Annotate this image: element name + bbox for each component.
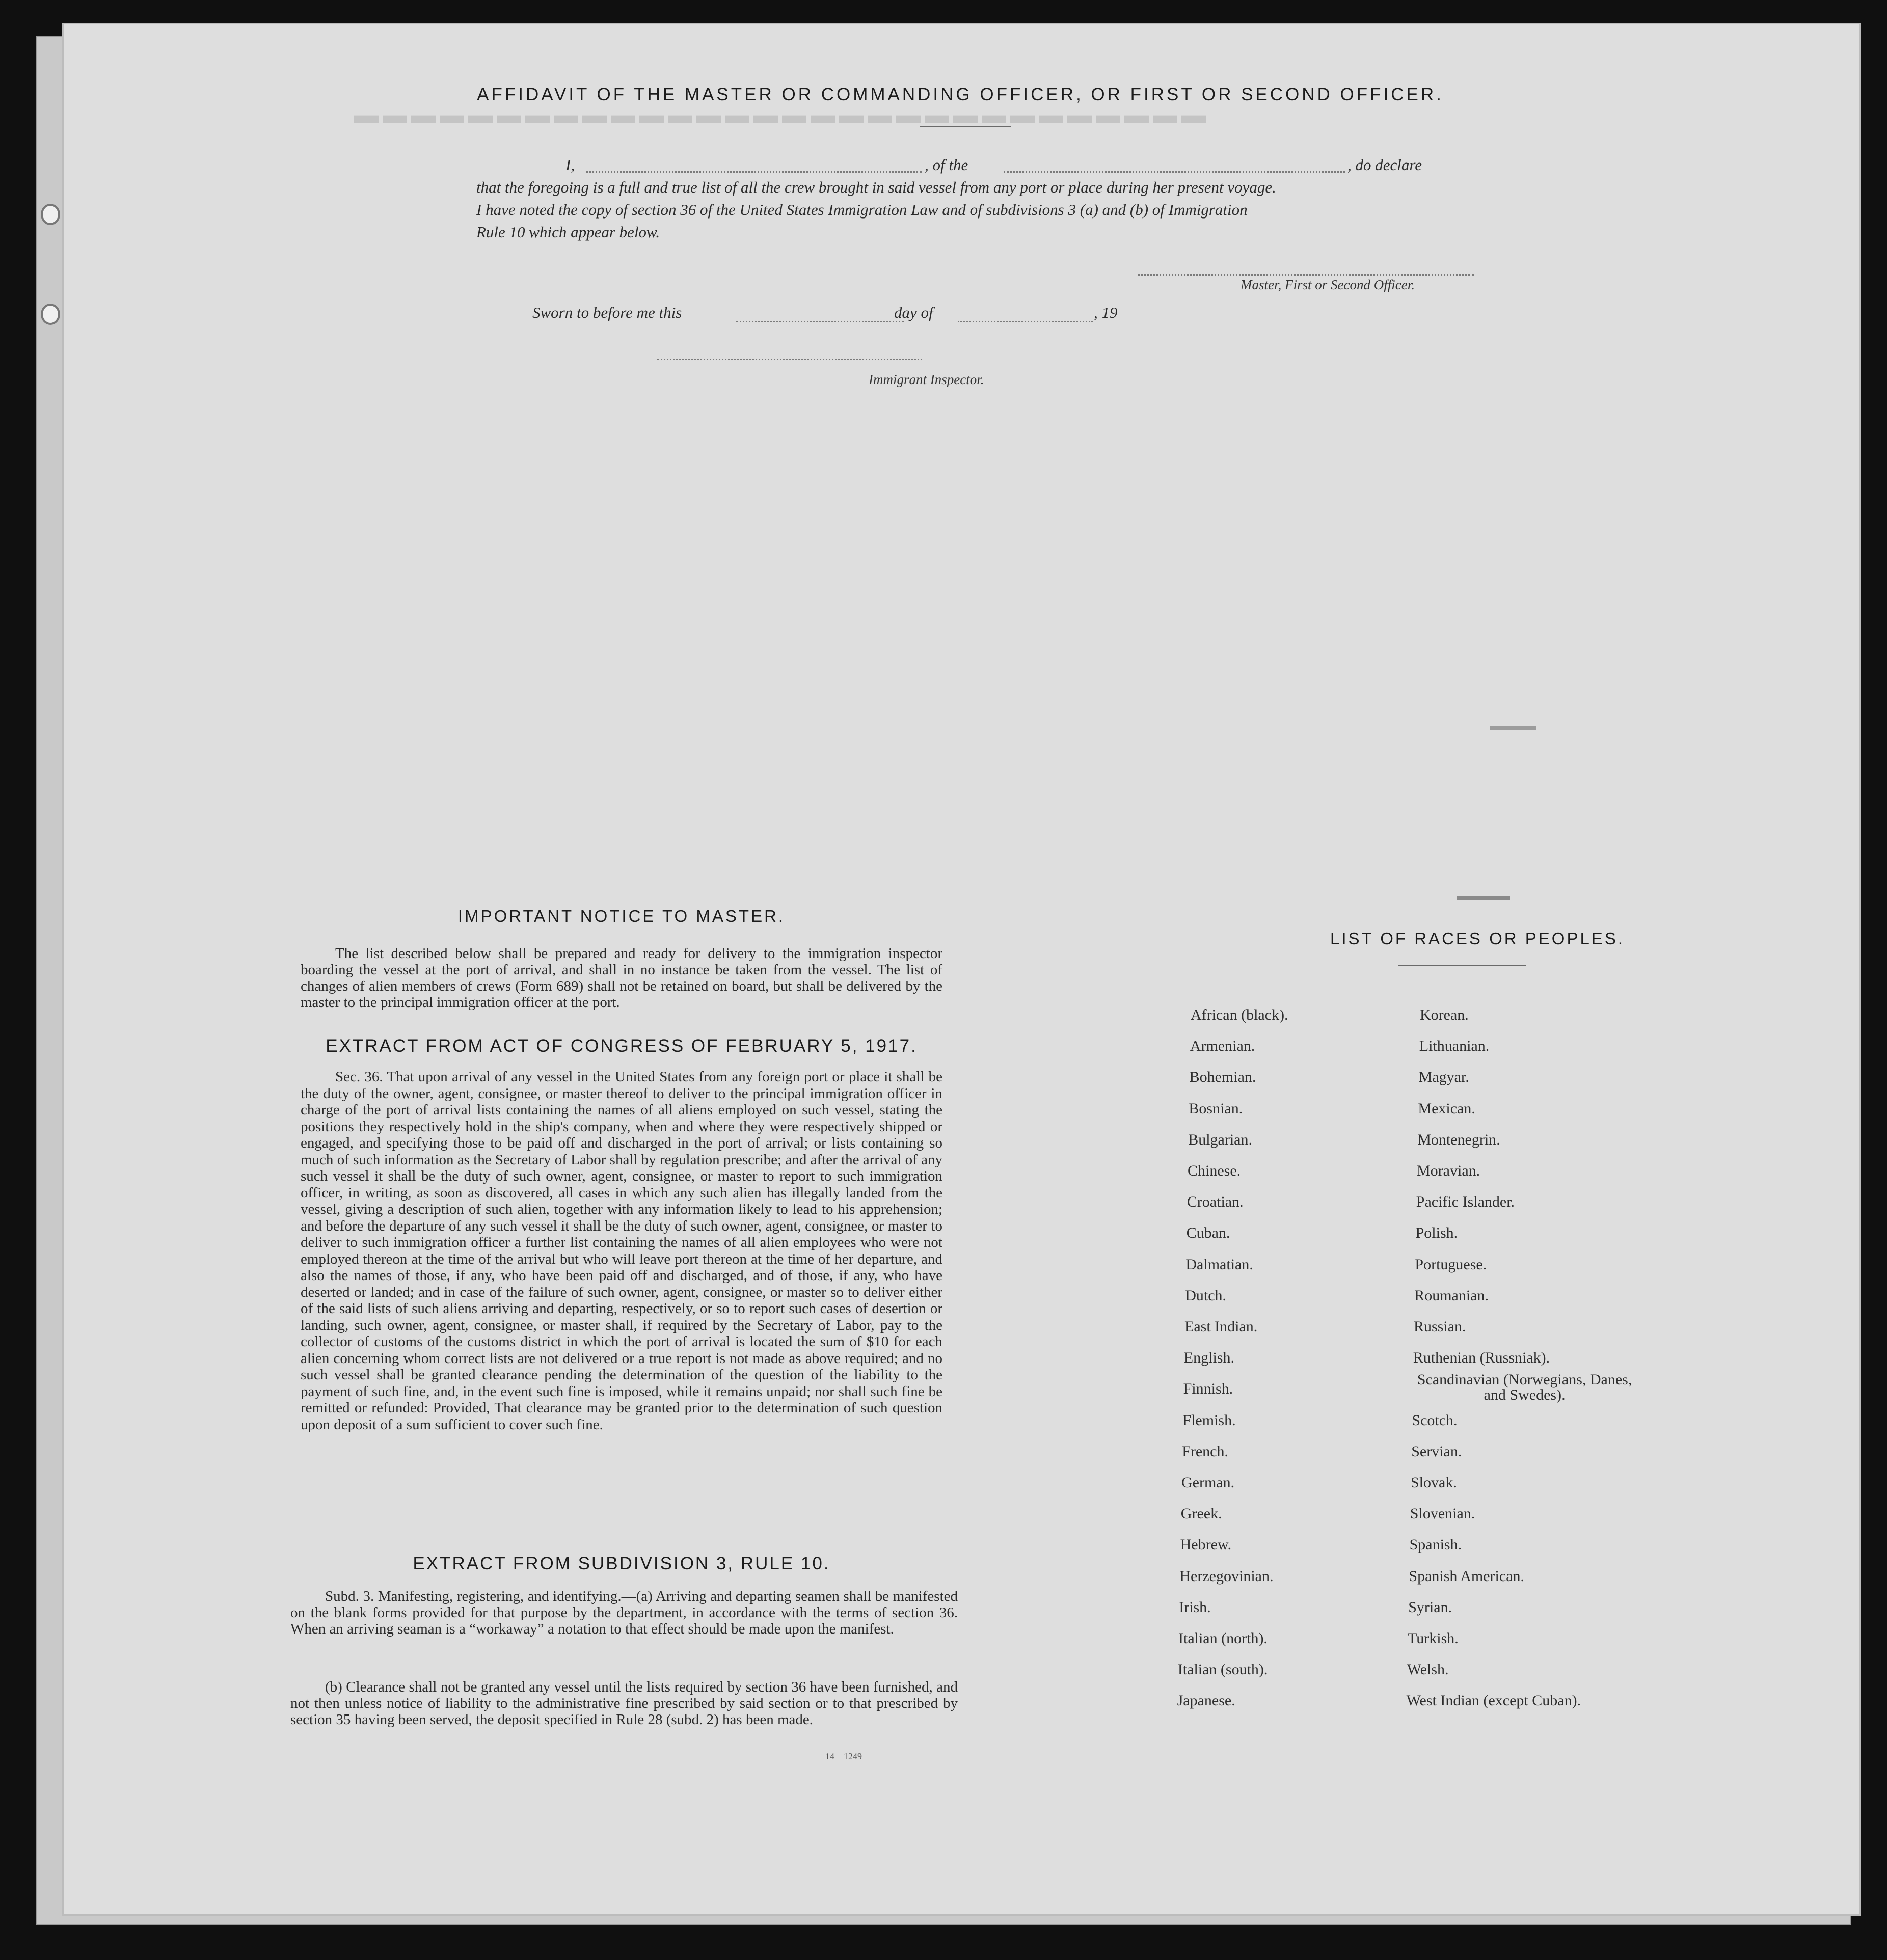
race-item: English. xyxy=(1183,1349,1234,1367)
race-item: Dutch. xyxy=(1185,1287,1227,1304)
master-signature-line xyxy=(1138,274,1474,276)
declaration-line-4: Rule 10 which appear below. xyxy=(476,223,660,241)
declaration-do-declare: , do declare xyxy=(1347,156,1422,174)
race-item: Portuguese. xyxy=(1415,1256,1487,1273)
binder-hole-icon xyxy=(41,204,60,225)
race-item: Spanish American. xyxy=(1409,1567,1525,1585)
sworn-day-of: day of xyxy=(894,304,933,321)
affidavit-declaration xyxy=(476,154,1541,243)
race-item: Irish. xyxy=(1179,1598,1211,1616)
affidavit-title: AFFIDAVIT OF THE MASTER OR COMMANDING OFFICER, OR FIRST OR SECOND OFFICER. xyxy=(477,85,1444,104)
race-item: Moravian. xyxy=(1417,1162,1480,1179)
rule-para-b: (b) Clearance shall not be granted any vessel until the lists required by section 36 have been furnished, and not then unless notice of liability to the administrative fine prescribed by said section or to that prescribed by section 35 having been served, the deposit specified in Rule 28 (subd. 2) has been made. xyxy=(290,1679,958,1728)
act-extract-title: EXTRACT FROM ACT OF CONGRESS OF FEBRUARY 5, 1917. xyxy=(326,1036,918,1056)
races-title: LIST OF RACES OR PEOPLES. xyxy=(1330,929,1625,948)
race-item: Welsh. xyxy=(1407,1661,1449,1678)
race-item: Roumanian. xyxy=(1414,1287,1489,1304)
race-item: West Indian (except Cuban). xyxy=(1406,1692,1581,1709)
race-item: Bulgarian. xyxy=(1188,1131,1252,1148)
race-item: Lithuanian. xyxy=(1419,1038,1490,1055)
race-item: Greek. xyxy=(1180,1505,1222,1522)
declaration-line-3: I have noted the copy of section 36 of the United States Immigration Law and of subdivisions 3 (a) and (b) of Immigration xyxy=(476,201,1248,219)
race-item: Cuban. xyxy=(1186,1224,1230,1242)
race-item: Spanish. xyxy=(1409,1536,1462,1554)
race-item: Slovak. xyxy=(1411,1474,1457,1491)
race-item: Finnish. xyxy=(1183,1380,1233,1398)
binder-hole-icon xyxy=(41,304,60,325)
races-title-underline xyxy=(1398,965,1526,966)
race-item: Dalmatian. xyxy=(1185,1256,1253,1273)
bleed-through-mark: ▬▬▬▬▬▬▬▬▬▬▬▬▬▬▬▬▬▬▬▬▬▬▬▬▬▬▬▬▬▬ xyxy=(354,101,1210,128)
race-item: French. xyxy=(1182,1442,1228,1460)
race-item: African (black). xyxy=(1191,1006,1288,1023)
race-item: East Indian. xyxy=(1184,1318,1258,1335)
race-item: Mexican. xyxy=(1418,1100,1475,1117)
race-item: Italian (south). xyxy=(1177,1661,1268,1678)
bleed-through-mark: ▬▬▬▬ xyxy=(1457,888,1510,903)
race-item: Bohemian. xyxy=(1189,1069,1256,1086)
race-item: Korean. xyxy=(1420,1006,1469,1023)
sworn-year: , 19 xyxy=(1094,304,1118,321)
notice-title: IMPORTANT NOTICE TO MASTER. xyxy=(457,907,786,925)
declaration-line-1 xyxy=(476,154,1541,176)
rule-extract-title: EXTRACT FROM SUBDIVISION 3, RULE 10. xyxy=(413,1554,830,1573)
master-signature-label: Master, First or Second Officer. xyxy=(1241,277,1415,292)
race-item: Chinese. xyxy=(1188,1162,1241,1179)
rule-para-a: Subd. 3. Manifesting, registering, and identifying.—(a) Arriving and departing seamen shall be manifested on the blank forms provided for that purpose by the department, in accordance with the terms of section 36. When an arriving seaman is a “workaway” a notation to that effect should be made upon the manifest. xyxy=(290,1588,958,1637)
declaration-i: I, xyxy=(565,156,575,174)
race-item: Turkish. xyxy=(1408,1630,1459,1647)
race-item: Polish. xyxy=(1415,1224,1458,1242)
race-item: Flemish. xyxy=(1182,1411,1236,1429)
race-item: Bosnian. xyxy=(1189,1100,1243,1117)
sworn-day-blank xyxy=(736,321,904,322)
race-item: Slovenian. xyxy=(1410,1505,1475,1522)
race-item: Montenegrin. xyxy=(1417,1131,1500,1148)
race-item: Japanese. xyxy=(1177,1692,1235,1709)
race-item: Russian. xyxy=(1414,1318,1466,1335)
inspector-label: Immigrant Inspector. xyxy=(869,372,984,387)
declaration-of-the: , of the xyxy=(925,156,968,174)
notice-body: The list described below shall be prepared and ready for delivery to the immigration inspector boarding the vessel at the port of arrival, and shall in no instance be taken from the vessel. The list of changes of alien members of crews (Form 689) shall not be retained on board, but shall be delivered by the master to the principal immigration officer at the port. xyxy=(301,945,942,1011)
race-item: Pacific Islander. xyxy=(1416,1193,1515,1211)
declaration-line-2: that the foregoing is a full and true list of all the crew brought in said vessel from any port or place during her present voyage. xyxy=(476,178,1276,196)
inspector-signature-line xyxy=(657,359,922,360)
sworn-text: Sworn to before me this xyxy=(532,304,682,321)
race-item: Scandinavian (Norwegians, Danes, and Swedes). xyxy=(1417,1371,1632,1404)
form-page xyxy=(64,24,1859,1914)
race-item: Italian (north). xyxy=(1178,1630,1268,1647)
act-extract-body: Sec. 36. That upon arrival of any vessel in the United States from any foreign port or place it shall be the duty of the owner, agent, consignee, or master thereof to deliver to the principal immigration officer in charge of the port of arrival lists containing the names of all aliens employed on such vessel, stating the positions they respectively hold in the ship's company, when and where they were respectively shipped or engaged, and specifying those to be paid off and discharged in the port of arrival; or lists containing so much of such information as the Secretary of Labor shall by regulation prescribe; and after the arrival of any such vessel it shall be the duty of such owner, agent, consignee, or master to report to such immigration officer, in writing, as soon as discovered, all cases in which any such alien has illegally landed from the vessel, giving a description of such alien, together with any information likely to lead to his apprehension; and before the departure of any such vessel it shall be the duty of such owner, agent, consignee, or master to deliver to such immigration officer a further list containing the names of all alien employees who were not employed thereon at the time of the arrival but who will leave port thereon at the time of her departure, and also the names of those, if any, who have been paid off and discharged, and of those, if any, who have deserted or landed; and in case of the failure of such owner, agent, consignee, or master so to deliver either of the said lists of such aliens arriving and departing, respectively, or so to report such cases of desertion or landing, such owner, agent, consignee, or master shall, if required by the Secretary of Labor, pay to the collector of customs of the customs district in which the port of arrival is located the sum of $10 for each alien concerning whom correct lists are not delivered or a true report is not made as above required; and no such vessel shall be granted clearance pending the determination of the question of the liability to the payment of such fine, and, in the event such fine is imposed, while it remains unpaid; nor shall such fine be remitted or refunded: Provided, That clearance may be granted prior to the determination of such question upon deposit of a sum sufficient to cover such fine. xyxy=(301,1069,942,1433)
race-item: Croatian. xyxy=(1187,1193,1244,1211)
form-number: 14—1249 xyxy=(825,1751,862,1761)
race-item: Herzegovinian. xyxy=(1179,1567,1274,1585)
race-item: Ruthenian (Russniak). xyxy=(1413,1349,1550,1367)
name-blank xyxy=(586,171,922,173)
race-item: Magyar. xyxy=(1418,1069,1469,1086)
title-underline xyxy=(920,126,1011,127)
race-item: Scotch. xyxy=(1412,1411,1458,1429)
race-item: Syrian. xyxy=(1408,1598,1452,1616)
race-item: German. xyxy=(1181,1474,1235,1491)
bleed-through-mark: ▬▬▬ xyxy=(1490,717,1536,734)
race-item: Hebrew. xyxy=(1180,1536,1232,1554)
race-item: Servian. xyxy=(1411,1442,1462,1460)
vessel-blank xyxy=(1004,171,1345,173)
sworn-month-blank xyxy=(958,321,1093,322)
race-item: Armenian. xyxy=(1190,1038,1255,1055)
